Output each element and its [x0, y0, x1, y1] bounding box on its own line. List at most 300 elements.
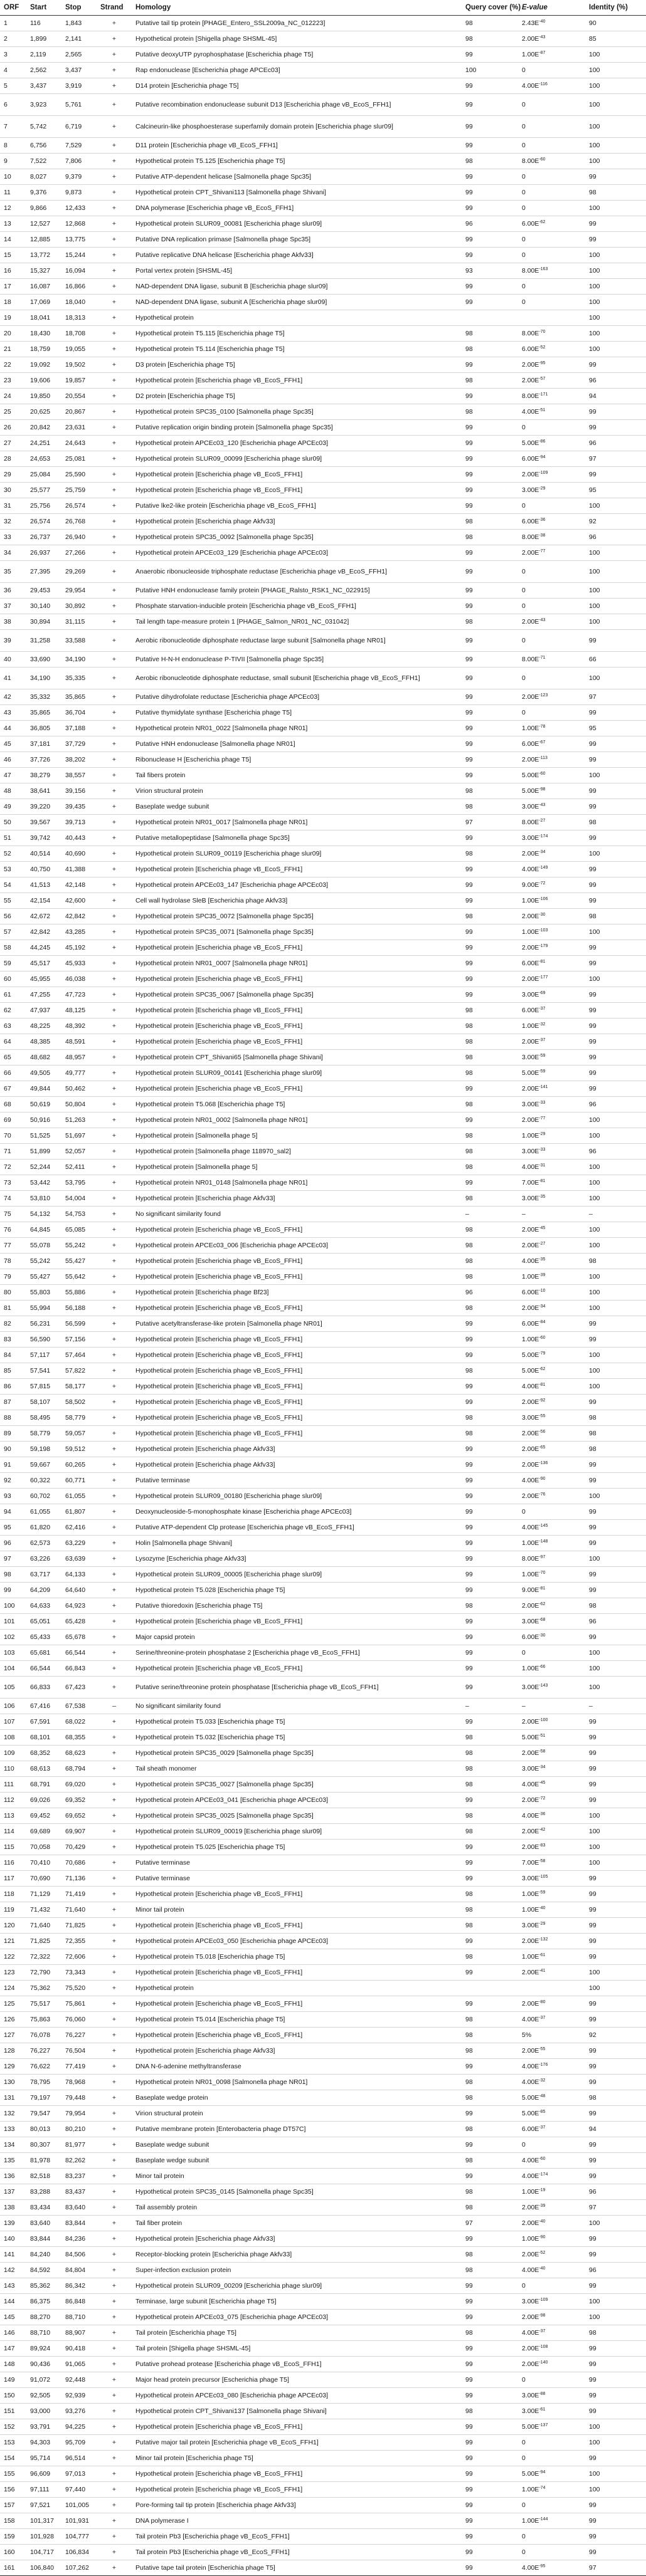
e-value-exponent: -60: [539, 157, 546, 162]
cell-e-value: [518, 1746, 585, 1761]
cell-strand: +: [97, 514, 132, 530]
cell-identity: 99: [585, 2357, 646, 2372]
cell-identity: 99: [585, 1065, 646, 1081]
e-value-exponent: -113: [539, 756, 548, 760]
cell-orf: 37: [0, 599, 26, 614]
cell-orf: 89: [0, 1426, 26, 1442]
cell-cover: 98: [462, 2043, 518, 2059]
cell-homology: Hypothetical protein APCEc03_041 [Escherichia phage APCEc03]: [132, 1793, 462, 1808]
cell-homology: Tail protein [Shigella phage SHSML-45]: [132, 2341, 462, 2357]
cell-homology: Hypothetical protein CPT_Shivani65 [Salmonella phage Shivani]: [132, 1050, 462, 1065]
e-value-exponent: -58: [539, 1749, 546, 1754]
e-value-exponent: -97: [539, 1555, 546, 1559]
cell-stop: 54,004: [61, 1191, 97, 1207]
e-value-exponent: -95: [539, 361, 546, 365]
cell-strand: +: [97, 138, 132, 154]
cell-orf: 62: [0, 1003, 26, 1018]
cell-identity: 92: [585, 2028, 646, 2043]
e-value-exponent: -145: [539, 1524, 548, 1528]
cell-strand: +: [97, 1677, 132, 1699]
cell-e-value: [518, 1269, 585, 1285]
cell-start: 86,375: [26, 2294, 61, 2310]
cell-stop: 91,065: [61, 2357, 97, 2372]
cell-start: 34,190: [26, 668, 61, 689]
cell-strand: +: [97, 16, 132, 31]
cell-strand: +: [97, 216, 132, 232]
e-value-mantissa: 0: [522, 637, 526, 644]
cell-homology: Hypothetical protein [Escherichia phage Akfv33]: [132, 2231, 462, 2247]
cell-strand: +: [97, 2043, 132, 2059]
table-row: [0, 2122, 646, 2137]
cell-stop: 2,565: [61, 47, 97, 63]
cell-strand: +: [97, 1003, 132, 1018]
cell-start: 97,521: [26, 2498, 61, 2513]
table-row: [0, 2560, 646, 2576]
e-value-exponent: -62: [539, 1602, 546, 1606]
table-row: [0, 185, 646, 201]
cell-identity: 100: [585, 1222, 646, 1238]
cell-e-value: [518, 614, 585, 630]
cell-start: 88,710: [26, 2325, 61, 2341]
cell-e-value: [518, 2247, 585, 2263]
cell-cover: 99: [462, 1489, 518, 1504]
header-homology: Homology: [132, 0, 462, 16]
cell-start: 70,058: [26, 1840, 61, 1855]
cell-orf: 155: [0, 2466, 26, 2482]
cell-e-value: [518, 1065, 585, 1081]
cell-orf: 56: [0, 909, 26, 924]
cell-identity: 100: [585, 295, 646, 310]
cell-orf: 124: [0, 1981, 26, 1996]
e-value-mantissa: 1.00E: [522, 1273, 539, 1280]
cell-e-value: [518, 483, 585, 498]
table-row: [0, 1504, 646, 1520]
table-row: [0, 1050, 646, 1065]
cell-orf: 18: [0, 295, 26, 310]
e-value-exponent: -59: [539, 1890, 546, 1895]
cell-cover: 99: [462, 2451, 518, 2466]
e-value-mantissa: 3.00E: [522, 1414, 539, 1422]
table-row: [0, 2419, 646, 2435]
cell-stop: 72,355: [61, 1934, 97, 1949]
cell-start: 25,084: [26, 467, 61, 483]
cell-cover: 98: [462, 2404, 518, 2419]
e-value-mantissa: 1.00E: [522, 928, 539, 936]
e-value-exponent: -37: [539, 1038, 546, 1042]
cell-strand: +: [97, 799, 132, 815]
table-row: [0, 373, 646, 389]
cell-strand: –: [97, 1699, 132, 1714]
cell-orf: 54: [0, 877, 26, 893]
cell-e-value: [518, 373, 585, 389]
cell-homology: Putative metallopeptidase [Salmonella phage Spc35]: [132, 830, 462, 846]
cell-start: 69,452: [26, 1808, 61, 1824]
cell-start: 93,791: [26, 2419, 61, 2435]
e-value-mantissa: 3.00E: [522, 2298, 539, 2305]
cell-cover: 98: [462, 1034, 518, 1050]
cell-e-value: [518, 1630, 585, 1645]
cell-stop: 55,242: [61, 1238, 97, 1254]
cell-start: 80,013: [26, 2122, 61, 2137]
cell-cover: 98: [462, 846, 518, 862]
cell-e-value: [518, 1661, 585, 1677]
cell-stop: 66,843: [61, 1661, 97, 1677]
cell-identity: 99: [585, 940, 646, 956]
e-value-exponent: -37: [539, 2016, 546, 2020]
cell-e-value: [518, 2388, 585, 2404]
cell-cover: 98: [462, 614, 518, 630]
cell-e-value: [518, 893, 585, 909]
cell-cover: 98: [462, 1238, 518, 1254]
cell-start: 20,625: [26, 404, 61, 420]
cell-strand: +: [97, 2419, 132, 2435]
cell-homology: Tail assembly protein: [132, 2200, 462, 2216]
cell-cover: 99: [462, 545, 518, 561]
cell-stop: 45,192: [61, 940, 97, 956]
cell-cover: 99: [462, 1996, 518, 2012]
cell-stop: 59,512: [61, 1442, 97, 1457]
e-value-exponent: -71: [539, 656, 546, 660]
cell-cover: 98: [462, 404, 518, 420]
cell-homology: Putative lke2-like protein [Escherichia phage vB_EcoS_FFH1]: [132, 498, 462, 514]
cell-start: 8,027: [26, 169, 61, 185]
cell-strand: +: [97, 599, 132, 614]
cell-cover: 99: [462, 1855, 518, 1871]
table-body: [0, 16, 646, 2576]
cell-stop: 50,804: [61, 1097, 97, 1113]
cell-e-value: [518, 1699, 585, 1714]
table-row: [0, 1536, 646, 1551]
cell-homology: Pore-forming tail tip protein [Escherichia phage Akfv33]: [132, 2498, 462, 2513]
cell-cover: 99: [462, 1332, 518, 1348]
cell-start: 64,633: [26, 1598, 61, 1614]
cell-homology: Hypothetical protein [Escherichia phage vB_EcoS_FFH1]: [132, 1222, 462, 1238]
cell-cover: 99: [462, 1442, 518, 1457]
cell-cover: 99: [462, 232, 518, 248]
table-row: [0, 1934, 646, 1949]
table-row: [0, 705, 646, 721]
e-value-mantissa: 4.00E: [522, 2078, 539, 2086]
cell-homology: Hypothetical protein [Escherichia phage vB_EcoS_FFH1]: [132, 1887, 462, 1902]
table-row: [0, 1489, 646, 1504]
cell-strand: +: [97, 1855, 132, 1871]
cell-strand: +: [97, 2231, 132, 2247]
cell-orf: 92: [0, 1473, 26, 1489]
cell-e-value: [518, 2466, 585, 2482]
table-row: [0, 815, 646, 830]
cell-identity: 99: [585, 1761, 646, 1777]
e-value-exponent: -60: [539, 1336, 546, 1340]
cell-homology: Super-infection exclusion protein: [132, 2263, 462, 2278]
cell-orf: 156: [0, 2482, 26, 2498]
cell-orf: 104: [0, 1661, 26, 1677]
cell-homology: Hypothetical protein SLUR09_00099 [Escherichia phage slur09]: [132, 451, 462, 467]
cell-start: 9,866: [26, 201, 61, 216]
cell-strand: +: [97, 956, 132, 971]
cell-orf: 158: [0, 2513, 26, 2529]
cell-e-value: [518, 2310, 585, 2325]
e-value-exponent: -42: [539, 1828, 546, 1832]
cell-strand: +: [97, 1746, 132, 1761]
e-value-mantissa: 6.00E: [522, 518, 539, 525]
cell-start: 54,132: [26, 1207, 61, 1222]
cell-identity: 100: [585, 78, 646, 94]
cell-identity: 99: [585, 2075, 646, 2090]
e-value-exponent: -45: [539, 1781, 546, 1785]
table-row: [0, 310, 646, 326]
cell-start: 30,140: [26, 599, 61, 614]
cell-identity: 96: [585, 2263, 646, 2278]
cell-identity: 99: [585, 2247, 646, 2263]
cell-homology: D3 protein [Escherichia phage T5]: [132, 357, 462, 373]
e-value-mantissa: 4.00E: [522, 1257, 539, 1265]
table-row: [0, 357, 646, 373]
cell-e-value: [518, 799, 585, 815]
e-value-exponent: -109: [539, 471, 548, 475]
cell-homology: Hypothetical protein APCEc03_075 [Escherichia phage APCEc03]: [132, 2310, 462, 2325]
cell-strand: +: [97, 2482, 132, 2498]
cell-strand: +: [97, 2294, 132, 2310]
cell-e-value: [518, 451, 585, 467]
cell-homology: D11 protein [Escherichia phage vB_EcoS_FFH1]: [132, 138, 462, 154]
cell-orf: 109: [0, 1746, 26, 1761]
cell-strand: +: [97, 2278, 132, 2294]
cell-homology: No significant similarity found: [132, 1699, 462, 1714]
cell-orf: 61: [0, 987, 26, 1003]
table-row: [0, 201, 646, 216]
cell-identity: 100: [585, 583, 646, 599]
table-row: [0, 404, 646, 420]
cell-homology: Hypothetical protein [Salmonella phage 5]: [132, 1160, 462, 1175]
cell-start: 68,352: [26, 1746, 61, 1761]
cell-orf: 9: [0, 154, 26, 169]
cell-orf: 66: [0, 1065, 26, 1081]
cell-stop: 83,437: [61, 2184, 97, 2200]
cell-identity: 100: [585, 924, 646, 940]
cell-orf: 42: [0, 689, 26, 705]
cell-identity: 100: [585, 1175, 646, 1191]
e-value-mantissa: 1.00E: [522, 1336, 539, 1343]
cell-strand: +: [97, 2106, 132, 2122]
cell-start: 72,322: [26, 1949, 61, 1965]
e-value-exponent: -90: [539, 1477, 546, 1481]
e-value-exponent: -34: [539, 1304, 546, 1309]
table-row: [0, 893, 646, 909]
cell-strand: +: [97, 154, 132, 169]
e-value-exponent: -32: [539, 1022, 546, 1027]
cell-stop: 92,939: [61, 2388, 97, 2404]
e-value-mantissa: 4.00E: [522, 2266, 539, 2274]
cell-stop: 51,263: [61, 1113, 97, 1128]
cell-start: 49,505: [26, 1065, 61, 1081]
cell-homology: Hypothetical protein [Escherichia phage vB_EcoS_FFH1]: [132, 1426, 462, 1442]
table-row: [0, 169, 646, 185]
cell-identity: 99: [585, 830, 646, 846]
e-value-mantissa: 8.00E: [522, 1555, 539, 1563]
table-row: [0, 2435, 646, 2451]
cell-e-value: [518, 357, 585, 373]
cell-identity: 100: [585, 1238, 646, 1254]
cell-e-value: [518, 498, 585, 514]
cell-e-value: [518, 1677, 585, 1699]
cell-strand: +: [97, 783, 132, 799]
e-value-mantissa: 2.00E: [522, 1796, 539, 1804]
e-value-mantissa: 1.00E: [522, 1132, 539, 1139]
cell-e-value: [518, 2122, 585, 2137]
e-value-exponent: -163: [539, 267, 548, 271]
cell-e-value: [518, 16, 585, 31]
cell-strand: +: [97, 1761, 132, 1777]
table-row: [0, 614, 646, 630]
e-value-exponent: -123: [539, 693, 548, 698]
e-value-mantissa: 2.00E: [522, 1038, 539, 1045]
cell-homology: Hypothetical protein [Escherichia phage vB_EcoS_FFH1]: [132, 1003, 462, 1018]
cell-e-value: [518, 1363, 585, 1379]
cell-strand: +: [97, 1457, 132, 1473]
cell-start: 80,307: [26, 2137, 61, 2153]
cell-homology: Hypothetical protein [Escherichia phage vB_EcoS_FFH1]: [132, 1996, 462, 2012]
cell-homology: Hypothetical protein [Escherichia phage vB_EcoS_FFH1]: [132, 1363, 462, 1379]
cell-cover: 98: [462, 2075, 518, 2090]
cell-start: 24,251: [26, 436, 61, 451]
cell-strand: +: [97, 1996, 132, 2012]
cell-start: 63,226: [26, 1551, 61, 1567]
e-value-mantissa: 5.00E: [522, 2470, 539, 2478]
cell-identity: 100: [585, 1269, 646, 1285]
e-value-mantissa: 4.00E: [522, 2172, 539, 2180]
cell-identity: 99: [585, 1887, 646, 1902]
cell-start: 79,197: [26, 2090, 61, 2106]
cell-strand: +: [97, 1332, 132, 1348]
cell-homology: Hypothetical protein [Escherichia phage Akfv33]: [132, 1191, 462, 1207]
cell-cover: 99: [462, 201, 518, 216]
table-row: [0, 1081, 646, 1097]
cell-start: 45,517: [26, 956, 61, 971]
cell-e-value: [518, 2263, 585, 2278]
cell-e-value: [518, 1457, 585, 1473]
cell-cover: 99: [462, 862, 518, 877]
e-value-mantissa: 0: [522, 2548, 526, 2556]
table-row: [0, 830, 646, 846]
e-value-mantissa: 4.00E: [522, 2016, 539, 2023]
e-value-mantissa: 2.00E: [522, 2360, 539, 2368]
cell-e-value: [518, 1128, 585, 1144]
cell-orf: 19: [0, 310, 26, 326]
table-row: [0, 1902, 646, 1918]
cell-homology: Hypothetical protein [Escherichia phage vB_EcoS_FFH1]: [132, 2466, 462, 2482]
cell-stop: 25,081: [61, 451, 97, 467]
cell-orf: 3: [0, 47, 26, 63]
cell-e-value: [518, 956, 585, 971]
cell-start: 93,000: [26, 2404, 61, 2419]
cell-stop: 71,825: [61, 1918, 97, 1934]
cell-stop: 24,643: [61, 436, 97, 451]
table-row: [0, 1746, 646, 1761]
cell-strand: +: [97, 1714, 132, 1730]
e-value-exponent: -70: [539, 330, 546, 334]
cell-stop: 84,804: [61, 2263, 97, 2278]
cell-strand: +: [97, 279, 132, 295]
cell-e-value: [518, 2372, 585, 2388]
cell-e-value: [518, 1473, 585, 1489]
table-row: [0, 389, 646, 404]
cell-identity: 100: [585, 138, 646, 154]
cell-stop: 34,190: [61, 652, 97, 668]
e-value-exponent: -30: [539, 1633, 546, 1638]
cell-strand: +: [97, 467, 132, 483]
e-value-exponent: -72: [539, 881, 546, 886]
cell-e-value: [518, 1824, 585, 1840]
table-row: [0, 783, 646, 799]
cell-start: 18,041: [26, 310, 61, 326]
cell-orf: 70: [0, 1128, 26, 1144]
e-value-exponent: -38: [539, 533, 546, 538]
cell-strand: +: [97, 248, 132, 263]
cell-homology: Rap endonuclease [Escherichia phage APCEc03]: [132, 63, 462, 78]
e-value-exponent: -40: [539, 1906, 546, 1910]
cell-homology: Hypothetical protein [Escherichia phage vB_EcoS_FFH1]: [132, 1034, 462, 1050]
cell-strand: +: [97, 2247, 132, 2263]
cell-stop: 101,931: [61, 2513, 97, 2529]
e-value-mantissa: 1.00E: [522, 1665, 539, 1672]
cell-orf: 130: [0, 2075, 26, 2090]
cell-strand: +: [97, 909, 132, 924]
cell-e-value: [518, 1934, 585, 1949]
e-value-exponent: -55: [539, 1414, 546, 1418]
table-row: [0, 2498, 646, 2513]
table-row: [0, 1981, 646, 1996]
e-value-exponent: -30: [539, 913, 546, 917]
e-value-exponent: -40: [539, 19, 546, 24]
cell-strand: +: [97, 483, 132, 498]
table-row: [0, 668, 646, 689]
cell-cover: 98: [462, 2122, 518, 2137]
cell-identity: 92: [585, 514, 646, 530]
e-value-mantissa: 0: [522, 142, 526, 149]
cell-e-value: [518, 1207, 585, 1222]
cell-start: 91,072: [26, 2372, 61, 2388]
cell-e-value: [518, 1871, 585, 1887]
cell-identity: 100: [585, 63, 646, 78]
cell-homology: Cell wall hydrolase SleB [Escherichia phage Akfv33]: [132, 893, 462, 909]
e-value-exponent: -94: [539, 455, 546, 459]
cell-cover: 99: [462, 2466, 518, 2482]
e-value-exponent: -43: [539, 35, 546, 39]
cell-e-value: [518, 530, 585, 545]
cell-identity: 99: [585, 1871, 646, 1887]
cell-strand: +: [97, 862, 132, 877]
cell-strand: +: [97, 1238, 132, 1254]
cell-orf: 68: [0, 1097, 26, 1113]
e-value-exponent: -77: [539, 549, 546, 553]
cell-strand: +: [97, 1567, 132, 1583]
cell-identity: 99: [585, 736, 646, 752]
cell-orf: 101: [0, 1614, 26, 1630]
cell-homology: D2 protein [Escherichia phage T5]: [132, 389, 462, 404]
cell-cover: 99: [462, 1081, 518, 1097]
cell-start: 79,547: [26, 2106, 61, 2122]
table-row: [0, 47, 646, 63]
table-row: [0, 2184, 646, 2200]
cell-stop: 57,464: [61, 1348, 97, 1363]
cell-start: 1,899: [26, 31, 61, 47]
cell-start: 17,069: [26, 295, 61, 310]
e-value-mantissa: 2.00E: [522, 618, 539, 626]
e-value-mantissa: 5.00E: [522, 439, 539, 447]
e-value-exponent: -84: [539, 1320, 546, 1324]
cell-homology: Hypothetical protein NR01_0148 [Salmonella phage NR01]: [132, 1175, 462, 1191]
cell-orf: 141: [0, 2247, 26, 2263]
